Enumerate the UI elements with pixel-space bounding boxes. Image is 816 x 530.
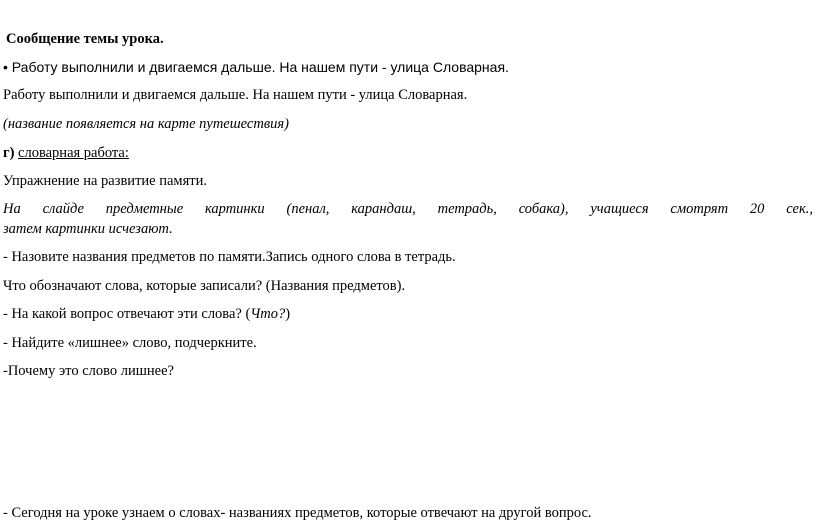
question-1: - Назовите названия предметов по памяти.Запись одного слова в тетрадь. bbox=[3, 249, 456, 265]
question-3-prefix: - На какой вопрос отвечают эти слова? ( bbox=[3, 306, 251, 322]
question-3-suffix: ) bbox=[285, 306, 291, 322]
question-5: -Почему это слово лишнее? bbox=[3, 363, 174, 379]
slide-note-line-2: затем картинки исчезают. bbox=[3, 221, 173, 237]
exercise-title: Упражнение на развитие памяти. bbox=[3, 173, 207, 189]
question-3 bbox=[3, 305, 290, 323]
lesson-topic-heading: Сообщение темы урока. bbox=[6, 31, 164, 47]
bullet-icon: • bbox=[3, 59, 8, 75]
bullet-line bbox=[3, 58, 509, 76]
question-3-answer: Что? bbox=[250, 306, 286, 322]
map-note: (название появляется на карте путешествия) bbox=[3, 116, 289, 132]
section-heading bbox=[3, 144, 129, 162]
closing-statement: - Сегодня на уроке узнаем о словах- названиях предметов, которые отвечают на другой вопрос. bbox=[3, 505, 592, 521]
bullet-text: Работу выполнили и двигаемся дальше. На нашем пути - улица Словарная. bbox=[11, 59, 509, 75]
repeat-text: Работу выполнили и двигаемся дальше. На нашем пути - улица Словарная. bbox=[3, 87, 468, 103]
question-4: - Найдите «лишнее» слово, подчеркните. bbox=[3, 335, 257, 351]
slide-note-line-1: На слайде предметные картинки (пенал, карандаш, тетрадь, собака), учащиеся смотрят 20 сек., bbox=[3, 201, 813, 217]
section-letter: г) bbox=[3, 145, 15, 161]
section-title: словарная работа: bbox=[18, 145, 129, 161]
question-2: Что обозначают слова, которые записали? (Названия предметов). bbox=[3, 278, 406, 294]
slide-note bbox=[3, 199, 813, 239]
